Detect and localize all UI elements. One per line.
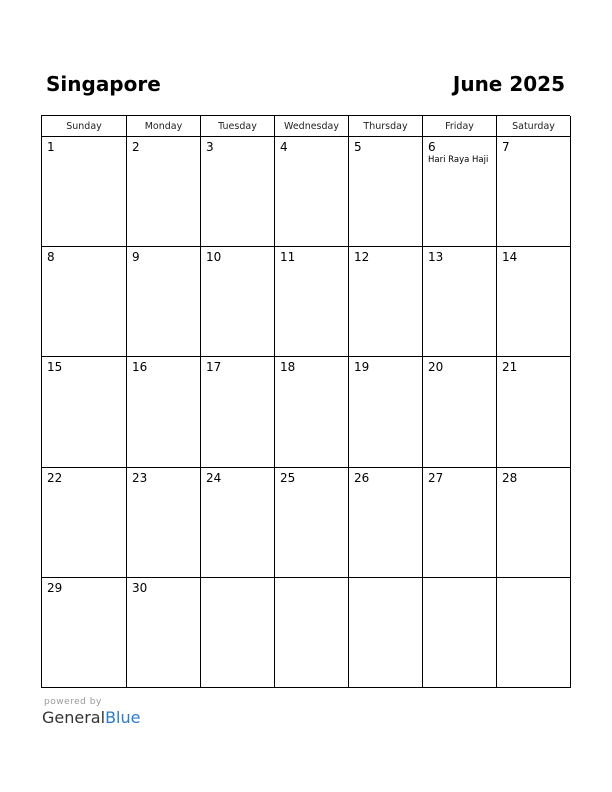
day-number: 10 — [206, 250, 222, 265]
day-number: 5 — [354, 140, 362, 154]
day-number: 29 — [47, 580, 63, 595]
day-cell — [201, 247, 275, 357]
day-number: 22 — [47, 470, 63, 485]
day-number: 21 — [502, 360, 518, 375]
empty-day-cell — [201, 578, 275, 688]
day-number: 25 — [280, 470, 296, 485]
day-number: 14 — [502, 250, 518, 265]
weekday-header-sunday: Sunday — [42, 116, 127, 137]
day-cell — [127, 468, 201, 578]
day-number: 8 — [47, 250, 55, 265]
day-number: 27 — [428, 470, 444, 485]
day-cell — [201, 468, 275, 578]
empty-day-cell — [349, 578, 423, 688]
generalblue-logo — [42, 708, 140, 728]
day-number: 20 — [428, 360, 444, 375]
day-cell — [423, 137, 497, 247]
day-number: 15 — [47, 360, 63, 375]
logo-text-blue: Blue — [105, 708, 141, 727]
logo-text-general: General — [42, 708, 106, 727]
empty-day-cell — [423, 578, 497, 688]
day-number: 26 — [354, 470, 370, 485]
calendar-month-title: June 2025 — [452, 72, 565, 96]
day-number: 4 — [280, 140, 288, 154]
day-cell — [423, 468, 497, 578]
day-cell — [127, 357, 201, 467]
day-number: 3 — [206, 140, 214, 154]
day-number: 6 — [428, 140, 436, 154]
day-number: 11 — [280, 250, 296, 265]
day-number: 28 — [502, 470, 518, 485]
powered-by-text: powered by — [44, 697, 102, 707]
day-number: 2 — [132, 140, 140, 154]
weekday-header-saturday: Saturday — [497, 116, 571, 137]
day-number: 19 — [354, 360, 370, 375]
day-cell — [201, 137, 275, 247]
day-number: 18 — [280, 360, 296, 375]
day-number: 13 — [428, 250, 444, 265]
holiday-label: Hari Raya Haji — [428, 155, 489, 165]
day-cell — [127, 247, 201, 357]
day-cell — [275, 357, 349, 467]
weekday-header-tuesday: Tuesday — [201, 116, 275, 137]
day-cell — [497, 357, 571, 467]
day-cell — [127, 137, 201, 247]
day-cell — [275, 137, 349, 247]
day-cell — [42, 468, 127, 578]
day-cell — [349, 247, 423, 357]
day-cell — [42, 578, 127, 688]
day-cell — [423, 247, 497, 357]
day-number: 9 — [132, 250, 140, 265]
day-cell — [349, 137, 423, 247]
weekday-header-monday: Monday — [127, 116, 201, 137]
day-number: 12 — [354, 250, 370, 265]
weekday-header-thursday: Thursday — [349, 116, 423, 137]
day-number: 7 — [502, 140, 510, 154]
day-cell — [349, 357, 423, 467]
day-cell — [201, 357, 275, 467]
day-cell — [275, 247, 349, 357]
calendar-country-title: Singapore — [46, 72, 161, 96]
day-cell — [42, 357, 127, 467]
calendar-grid — [41, 115, 570, 688]
day-number: 24 — [206, 470, 222, 485]
day-cell — [497, 468, 571, 578]
day-cell — [42, 137, 127, 247]
weekday-header-wednesday: Wednesday — [275, 116, 349, 137]
day-cell — [497, 247, 571, 357]
day-cell — [423, 357, 497, 467]
day-cell — [42, 247, 127, 357]
empty-day-cell — [497, 578, 571, 688]
day-cell — [497, 137, 571, 247]
day-cell — [127, 578, 201, 688]
day-number: 17 — [206, 360, 222, 375]
day-number: 23 — [132, 470, 148, 485]
day-cell — [349, 468, 423, 578]
weekday-header-friday: Friday — [423, 116, 497, 137]
day-number: 1 — [47, 140, 55, 154]
day-number: 16 — [132, 360, 148, 375]
day-number: 30 — [132, 580, 148, 595]
empty-day-cell — [275, 578, 349, 688]
day-cell — [275, 468, 349, 578]
